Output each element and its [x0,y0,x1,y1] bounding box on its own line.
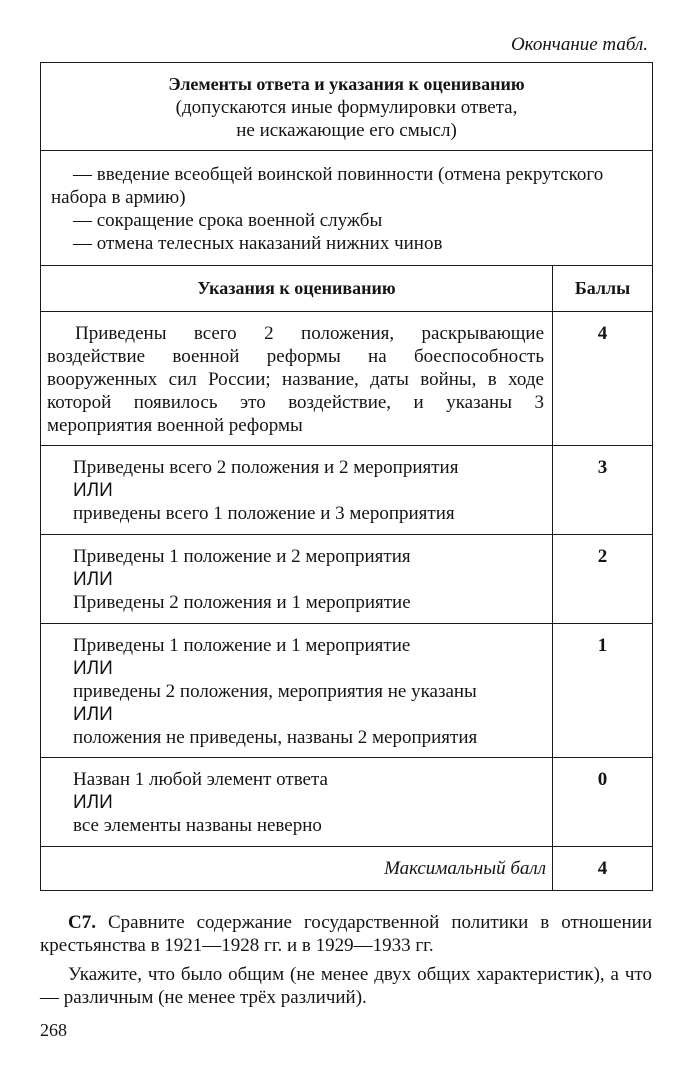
header-subtitle-line-2: не искажающие его смысл) [236,120,457,141]
criteria-text [41,758,553,847]
page-number: 268 [40,1020,67,1040]
criteria-line: приведены 2 положения, мероприятия не указаны [73,681,477,702]
criteria-row [41,624,653,758]
max-score-label: Максимальный балл [41,847,553,891]
criteria-score: 0 [553,758,653,847]
criteria-score: 2 [553,535,653,624]
score-column-header: Баллы [553,266,653,312]
criteria-row [41,446,653,535]
column-header-row [41,266,653,312]
table-continuation-caption: Окончание табл. [510,34,648,55]
max-score-row [41,847,653,891]
criteria-line: Приведены 2 положения и 1 мероприятие [73,592,411,613]
or-separator: ИЛИ [73,792,113,813]
or-separator: ИЛИ [73,569,113,590]
or-separator: ИЛИ [73,704,113,725]
question-text: Сравните содержание государственной политики в отношении крестьянства в 1921—1928 гг. и в 1929—1933 гг. [40,912,653,956]
criteria-row [41,312,653,446]
question-instruction: Укажите, что было общим (не менее двух общих характеристик), а что — различным (не менее трёх различий). [40,964,652,1008]
table-header-row [41,63,653,151]
criteria-text [41,624,553,758]
answer-elements-row [41,151,653,266]
criteria-line: приведены всего 1 положение и 3 мероприятия [73,503,455,524]
grading-rubric-table [40,62,653,891]
answer-elements-list [41,151,653,266]
max-score-value: 4 [553,847,653,891]
or-separator: ИЛИ [73,480,113,501]
question-paragraph [40,911,652,957]
or-separator: ИЛИ [73,658,113,679]
criteria-score: 4 [553,312,653,446]
criteria-row [41,758,653,847]
criteria-line: Назван 1 любой элемент ответа [73,769,328,790]
criteria-text [41,446,553,535]
criteria-text [41,535,553,624]
criteria-row [41,535,653,624]
question-number: С7. [68,912,96,933]
criteria-line: Приведены 1 положение и 2 мероприятия [73,546,411,567]
header-title: Элементы ответа и указания к оцениванию [168,74,525,94]
answer-element: — сокращение срока военной службы [73,210,383,231]
criteria-score: 1 [553,624,653,758]
header-subtitle-line-1: (допускаются иные формулировки ответа, [175,97,518,118]
answer-elements-header [41,63,653,151]
answer-element: — отмена телесных наказаний нижних чинов [73,233,443,254]
criteria-text: Приведены всего 2 положения, раскрывающие воздействие военной реформы на боеспособность вооруженных сил России; название, даты войны, в ходе которой появилось это воздействие, и указаны 3 мероприятия военной реформы [41,312,553,446]
criteria-column-header: Указания к оцениванию [41,266,553,312]
criteria-line: все элементы названы неверно [73,815,322,836]
criteria-line: Приведены 1 положение и 1 мероприятие [73,635,411,656]
criteria-score: 3 [553,446,653,535]
criteria-line: положения не приведены, названы 2 мероприятия [73,727,478,748]
criteria-line: Приведены всего 2 положения и 2 мероприятия [73,457,459,478]
question-block [40,911,652,1015]
answer-element: — введение всеобщей воинской повинности (отмена рекрутского набора в армию) [51,164,604,208]
